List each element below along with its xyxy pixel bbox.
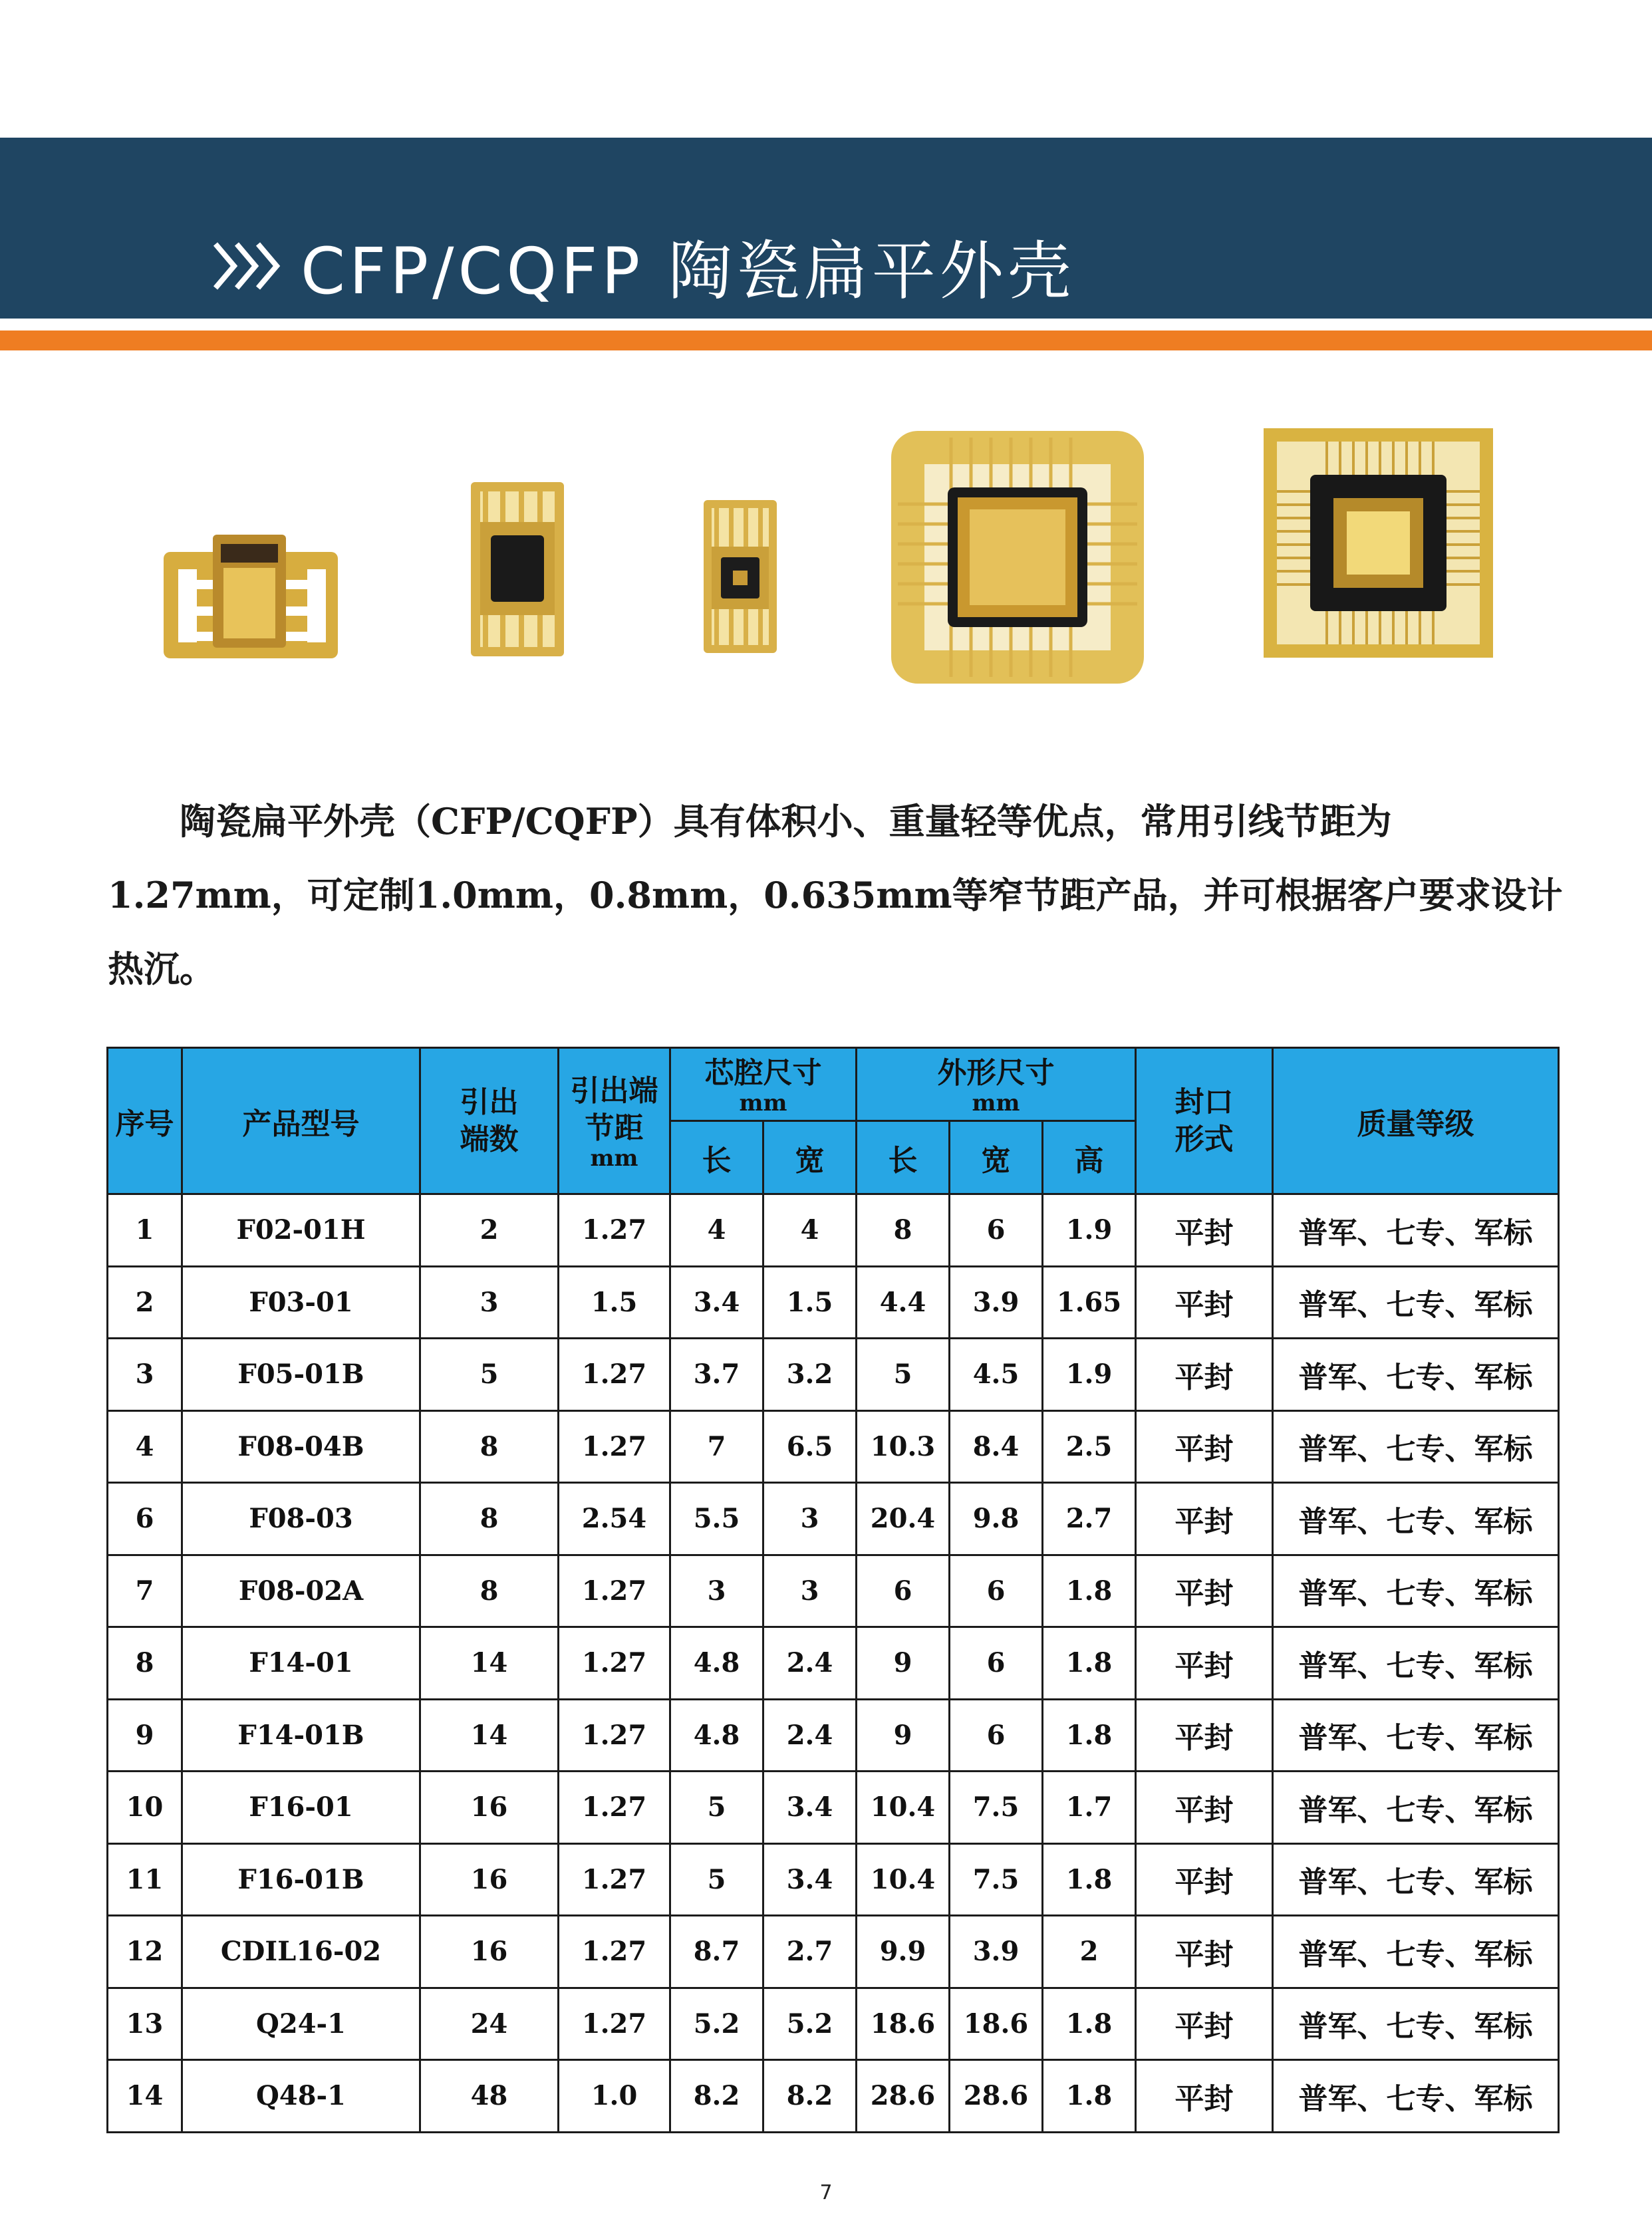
cell-cavity-width: 3 <box>763 1483 857 1555</box>
cell-pitch: 1.0 <box>559 2060 670 2133</box>
cell-outline-width: 18.6 <box>950 1988 1043 2060</box>
cell-outline-width: 6 <box>950 1555 1043 1627</box>
cell-model: F03-01 <box>182 1266 420 1339</box>
cell-outline-width: 6 <box>950 1699 1043 1772</box>
header-pitch-line1: 引出端 <box>570 1073 658 1108</box>
cell-seal: 平封 <box>1136 1555 1273 1627</box>
header-grade: 质量等级 <box>1273 1048 1559 1194</box>
header-pins <box>420 1048 559 1194</box>
cell-cavity-length: 5.5 <box>670 1483 763 1555</box>
cell-grade: 普军、七专、军标 <box>1273 1916 1559 1988</box>
cell-outline-height: 1.65 <box>1043 1266 1136 1339</box>
cell-outline-length: 9 <box>857 1699 950 1772</box>
cell-seal: 平封 <box>1136 1988 1273 2060</box>
cell-pins: 48 <box>420 2060 559 2133</box>
cell-outline-width: 9.8 <box>950 1483 1043 1555</box>
cell-cavity-width: 3 <box>763 1555 857 1627</box>
cell-outline-length: 9 <box>857 1627 950 1700</box>
cell-model: F16-01B <box>182 1843 420 1916</box>
cell-cavity-width: 3.4 <box>763 1843 857 1916</box>
cell-seal: 平封 <box>1136 1772 1273 1844</box>
product-photo-q48 <box>1264 428 1493 658</box>
cell-outline-length: 10.4 <box>857 1772 950 1844</box>
cell-outline-width: 4.5 <box>950 1339 1043 1411</box>
cell-seal: 平封 <box>1136 1410 1273 1483</box>
cell-index: 3 <box>108 1339 182 1411</box>
cell-outline-width: 6 <box>950 1627 1043 1700</box>
cell-outline-length: 18.6 <box>857 1988 950 2060</box>
cell-grade: 普军、七专、军标 <box>1273 1483 1559 1555</box>
cell-index: 11 <box>108 1843 182 1916</box>
header-outline-width: 宽 <box>950 1121 1043 1194</box>
cell-pins: 8 <box>420 1410 559 1483</box>
cell-index: 8 <box>108 1627 182 1700</box>
header-pitch-line2: 节距 <box>585 1111 644 1145</box>
cell-pins: 8 <box>420 1483 559 1555</box>
table-row <box>108 1988 1559 2060</box>
cell-seal: 平封 <box>1136 2060 1273 2133</box>
cell-outline-height: 1.8 <box>1043 1843 1136 1916</box>
cell-index: 13 <box>108 1988 182 2060</box>
cell-outline-height: 1.7 <box>1043 1772 1136 1844</box>
cell-index: 9 <box>108 1699 182 1772</box>
cell-model: F14-01B <box>182 1699 420 1772</box>
cell-pins: 16 <box>420 1772 559 1844</box>
cell-pins: 14 <box>420 1699 559 1772</box>
cell-pins: 2 <box>420 1194 559 1267</box>
cell-index: 1 <box>108 1194 182 1267</box>
cell-cavity-length: 5.2 <box>670 1988 763 2060</box>
spec-table <box>106 1047 1560 2133</box>
cell-outline-width: 3.9 <box>950 1266 1043 1339</box>
cell-seal: 平封 <box>1136 1339 1273 1411</box>
cell-cavity-length: 8.2 <box>670 2060 763 2133</box>
cell-outline-height: 2.7 <box>1043 1483 1136 1555</box>
cell-model: F08-02A <box>182 1555 420 1627</box>
cell-grade: 普军、七专、军标 <box>1273 1988 1559 2060</box>
cell-pitch: 1.27 <box>559 1555 670 1627</box>
header-cavity-width: 宽 <box>763 1121 857 1194</box>
cell-cavity-width: 3.2 <box>763 1339 857 1411</box>
cell-cavity-length: 3 <box>670 1555 763 1627</box>
cell-cavity-length: 8.7 <box>670 1916 763 1988</box>
accent-divider <box>0 330 1652 350</box>
product-photo-f08 <box>471 482 564 656</box>
product-photo-strip <box>0 399 1652 745</box>
header-outline-unit: mm <box>972 1089 1020 1117</box>
cell-pins: 8 <box>420 1555 559 1627</box>
cell-cavity-length: 5 <box>670 1843 763 1916</box>
cell-pitch: 1.27 <box>559 1627 670 1700</box>
header-cavity-length: 长 <box>670 1121 763 1194</box>
header-cavity <box>670 1048 857 1121</box>
cell-model: F05-01B <box>182 1339 420 1411</box>
table-row <box>108 1555 1559 1627</box>
cell-pitch: 1.27 <box>559 1410 670 1483</box>
cell-outline-width: 7.5 <box>950 1772 1043 1844</box>
cell-cavity-length: 7 <box>670 1410 763 1483</box>
cell-index: 4 <box>108 1410 182 1483</box>
cell-pitch: 1.27 <box>559 1339 670 1411</box>
cell-seal: 平封 <box>1136 1916 1273 1988</box>
cell-pitch: 1.27 <box>559 1194 670 1267</box>
cell-cavity-length: 4 <box>670 1194 763 1267</box>
cell-seal: 平封 <box>1136 1699 1273 1772</box>
cell-outline-width: 3.9 <box>950 1916 1043 1988</box>
header-outline <box>857 1048 1136 1121</box>
cell-pitch: 1.27 <box>559 1916 670 1988</box>
cell-model: Q24-1 <box>182 1988 420 2060</box>
header-seal <box>1136 1048 1273 1194</box>
cell-outline-height: 1.8 <box>1043 2060 1136 2133</box>
header-outline-height: 高 <box>1043 1121 1136 1194</box>
cell-outline-height: 1.8 <box>1043 1988 1136 2060</box>
header-pins-line1: 引出 <box>460 1085 519 1119</box>
header-seal-line2: 形式 <box>1174 1122 1234 1156</box>
cell-outline-height: 1.8 <box>1043 1627 1136 1700</box>
cell-model: F08-04B <box>182 1410 420 1483</box>
cell-outline-length: 20.4 <box>857 1483 950 1555</box>
header-pins-line2: 端数 <box>460 1122 519 1156</box>
cell-index: 12 <box>108 1916 182 1988</box>
cell-grade: 普军、七专、军标 <box>1273 1194 1559 1267</box>
page-title-text: CFP/CQFP 陶瓷扁平外壳 <box>301 233 1075 309</box>
cell-outline-height: 2.5 <box>1043 1410 1136 1483</box>
header-pitch-unit: mm <box>590 1144 638 1172</box>
cell-outline-width: 7.5 <box>950 1843 1043 1916</box>
cell-grade: 普军、七专、军标 <box>1273 1339 1559 1411</box>
cell-grade: 普军、七专、军标 <box>1273 1699 1559 1772</box>
cell-outline-height: 1.8 <box>1043 1699 1136 1772</box>
table-row <box>108 1410 1559 1483</box>
cell-pitch: 1.27 <box>559 1772 670 1844</box>
cell-cavity-width: 2.7 <box>763 1916 857 1988</box>
cell-outline-length: 28.6 <box>857 2060 950 2133</box>
product-photo-f05 <box>704 500 777 653</box>
cell-outline-height: 1.9 <box>1043 1339 1136 1411</box>
cell-pins: 16 <box>420 1916 559 1988</box>
cell-model: F08-03 <box>182 1483 420 1555</box>
cell-cavity-length: 4.8 <box>670 1699 763 1772</box>
cell-seal: 平封 <box>1136 1266 1273 1339</box>
cell-outline-width: 6 <box>950 1194 1043 1267</box>
cell-index: 2 <box>108 1266 182 1339</box>
table-row <box>108 1699 1559 1772</box>
cell-pins: 14 <box>420 1627 559 1700</box>
cell-pins: 5 <box>420 1339 559 1411</box>
table-row <box>108 1843 1559 1916</box>
cell-pins: 3 <box>420 1266 559 1339</box>
cell-cavity-length: 3.4 <box>670 1266 763 1339</box>
cell-outline-height: 2 <box>1043 1916 1136 1988</box>
cell-seal: 平封 <box>1136 1194 1273 1267</box>
cell-cavity-width: 1.5 <box>763 1266 857 1339</box>
cell-outline-length: 6 <box>857 1555 950 1627</box>
page-title <box>210 219 1075 313</box>
cell-outline-length: 10.3 <box>857 1410 950 1483</box>
cell-cavity-length: 5 <box>670 1772 763 1844</box>
cell-outline-length: 9.9 <box>857 1916 950 1988</box>
cell-pitch: 1.27 <box>559 1988 670 2060</box>
header-cavity-label: 芯腔尺寸 <box>704 1055 822 1090</box>
table-row <box>108 1339 1559 1411</box>
table-row <box>108 2060 1559 2133</box>
cell-outline-height: 1.8 <box>1043 1555 1136 1627</box>
table-body <box>108 1194 1559 2133</box>
cell-model: F16-01 <box>182 1772 420 1844</box>
cell-grade: 普军、七专、军标 <box>1273 1555 1559 1627</box>
header-outline-label: 外形尺寸 <box>937 1055 1055 1090</box>
cell-outline-length: 4.4 <box>857 1266 950 1339</box>
cell-pitch: 1.27 <box>559 1699 670 1772</box>
cell-cavity-width: 8.2 <box>763 2060 857 2133</box>
cell-index: 14 <box>108 2060 182 2133</box>
cell-cavity-width: 5.2 <box>763 1988 857 2060</box>
header-pitch <box>559 1048 670 1194</box>
cell-grade: 普军、七专、军标 <box>1273 1772 1559 1844</box>
cell-grade: 普军、七专、军标 <box>1273 1410 1559 1483</box>
table-row <box>108 1627 1559 1700</box>
cell-outline-width: 28.6 <box>950 2060 1043 2133</box>
cell-grade: 普军、七专、军标 <box>1273 1843 1559 1916</box>
cell-grade: 普军、七专、军标 <box>1273 1627 1559 1700</box>
table-header <box>108 1048 1559 1194</box>
header-cavity-unit: mm <box>739 1089 787 1117</box>
cell-seal: 平封 <box>1136 1483 1273 1555</box>
cell-seal: 平封 <box>1136 1627 1273 1700</box>
cell-pins: 16 <box>420 1843 559 1916</box>
cell-pins: 24 <box>420 1988 559 2060</box>
cell-outline-length: 8 <box>857 1194 950 1267</box>
cell-outline-width: 8.4 <box>950 1410 1043 1483</box>
cell-cavity-width: 4 <box>763 1194 857 1267</box>
table-row <box>108 1483 1559 1555</box>
cell-index: 7 <box>108 1555 182 1627</box>
product-photo-f02 <box>158 532 343 665</box>
cell-cavity-width: 6.5 <box>763 1410 857 1483</box>
cell-index: 10 <box>108 1772 182 1844</box>
header-model: 产品型号 <box>182 1048 420 1194</box>
cell-outline-length: 5 <box>857 1339 950 1411</box>
cell-cavity-width: 2.4 <box>763 1627 857 1700</box>
header-seal-line1: 封口 <box>1174 1085 1234 1119</box>
table-row <box>108 1916 1559 1988</box>
cell-pitch: 1.5 <box>559 1266 670 1339</box>
header-outline-length: 长 <box>857 1121 950 1194</box>
cell-outline-height: 1.9 <box>1043 1194 1136 1267</box>
header-index: 序号 <box>108 1048 182 1194</box>
cell-outline-length: 10.4 <box>857 1843 950 1916</box>
table-row <box>108 1194 1559 1267</box>
cell-seal: 平封 <box>1136 1843 1273 1916</box>
cell-grade: 普军、七专、军标 <box>1273 1266 1559 1339</box>
cell-pitch: 1.27 <box>559 1843 670 1916</box>
cell-index: 6 <box>108 1483 182 1555</box>
cell-cavity-length: 4.8 <box>670 1627 763 1700</box>
cell-model: F02-01H <box>182 1194 420 1267</box>
cell-grade: 普军、七专、军标 <box>1273 2060 1559 2133</box>
cell-cavity-length: 3.7 <box>670 1339 763 1411</box>
cell-pitch: 2.54 <box>559 1483 670 1555</box>
product-photo-q24 <box>891 431 1144 684</box>
cell-model: F14-01 <box>182 1627 420 1700</box>
intro-paragraph: 陶瓷扁平外壳（CFP/CQFP）具有体积小、重量轻等优点，常用引线节距为1.27mm，可定制1.0mm，0.8mm，0.635mm等窄节距产品，并可根据客户要求设计热沉。 <box>108 800 1563 990</box>
table-row <box>108 1266 1559 1339</box>
table-row <box>108 1772 1559 1844</box>
triple-chevron-icon <box>210 236 290 296</box>
cell-model: CDIL16-02 <box>182 1916 420 1988</box>
page-number: 7 <box>819 2181 833 2204</box>
cell-model: Q48-1 <box>182 2060 420 2133</box>
cell-cavity-width: 3.4 <box>763 1772 857 1844</box>
cell-cavity-width: 2.4 <box>763 1699 857 1772</box>
